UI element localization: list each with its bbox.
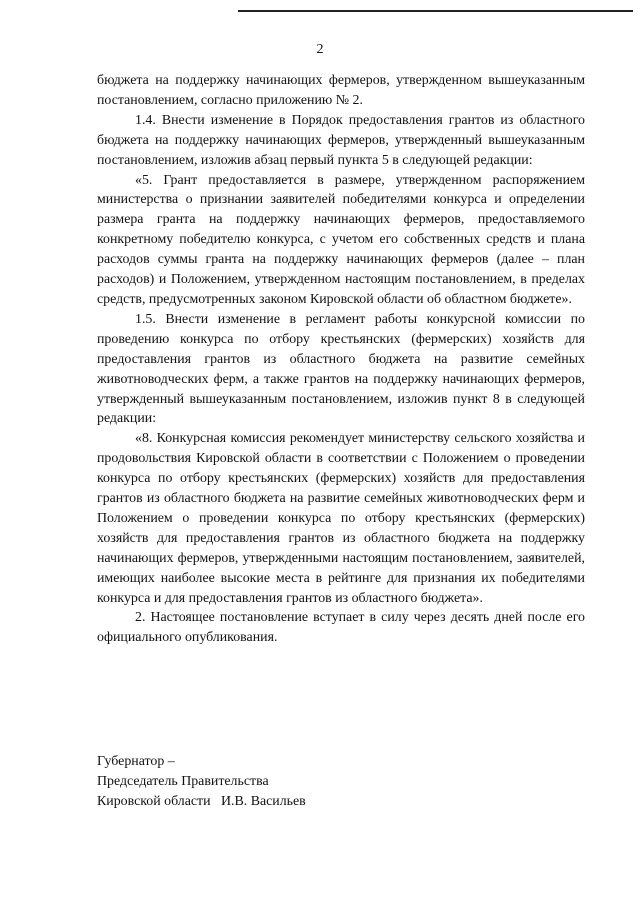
paragraph-1-5: 1.5. Внести изменение в регламент работы конкурсной комиссии по проведению конкурса по отбору крестьянских (фермерских) хозяйств для предоставления грантов из областного бюджета на развитие семейных животноводческих ферм, а также грантов на поддержку начинающих фермеров, утвержденный вышеуказанным постановлением, изложив пункт 8 в следующей редакции: bbox=[97, 311, 585, 427]
paragraph-continuation: бюджета на поддержку начинающих фермеров, утвержденном вышеуказанным постановлением, согласно приложению № 2. bbox=[97, 73, 585, 108]
signature-title-line-2: Председатель Правительства bbox=[97, 774, 269, 789]
paragraph-1-4: 1.4. Внести изменение в Порядок предоставления грантов из областного бюджета на поддержку начинающих фермеров, утвержденный вышеуказанным постановлением, изложив абзац первый пункта 5 в следующей редакции: bbox=[97, 112, 585, 168]
document-body bbox=[97, 71, 585, 648]
top-rule bbox=[238, 10, 633, 12]
paragraph-2: 2. Настоящее постановление вступает в силу через десять дней после его официального опубликования. bbox=[97, 610, 585, 646]
paragraph-quote-5: «5. Грант предоставляется в размере, утвержденном распоряжением министерства о признании заявителей победителями конкурса и определении размера гранта на поддержку начинающих фермеров, предоставляемого конкретному победителю конкурса, с учетом его собственных средств и плана расходов суммы гранта на поддержку начинающих фермеров (далее – план расходов) и Положением, утвержденном настоящим постановлением, в пределах средств, предусмотренных законом Кировской области об областном бюджете». bbox=[97, 172, 585, 307]
signatory-name: И.В. Васильев bbox=[220, 794, 306, 809]
page-number: 2 bbox=[316, 42, 324, 57]
signature-block bbox=[97, 752, 306, 812]
signature-title-line-1: Губернатор – bbox=[97, 754, 175, 769]
signature-title-line-3: Кировской области bbox=[97, 794, 211, 809]
signature-region-line bbox=[97, 792, 306, 812]
paragraph-quote-8: «8. Конкурсная комиссия рекомендует министерству сельского хозяйства и продовольствия Кировской области в соответствии с Положением о проведении конкурса по отбору крестьянских (фермерских) хозяйств для предоставления грантов из областного бюджета на развитие семейных животноводческих ферм и Положением о проведении конкурса по отбору крестьянских (фермерских) хозяйств для предоставления грантов из областного бюджета на поддержку начинающих фермеров, утвержденными настоящим постановлением, заявителей, имеющих наиболее высокие места в рейтинге для признания их победителями конкурса и для предоставления грантов из областного бюджета». bbox=[97, 431, 585, 606]
